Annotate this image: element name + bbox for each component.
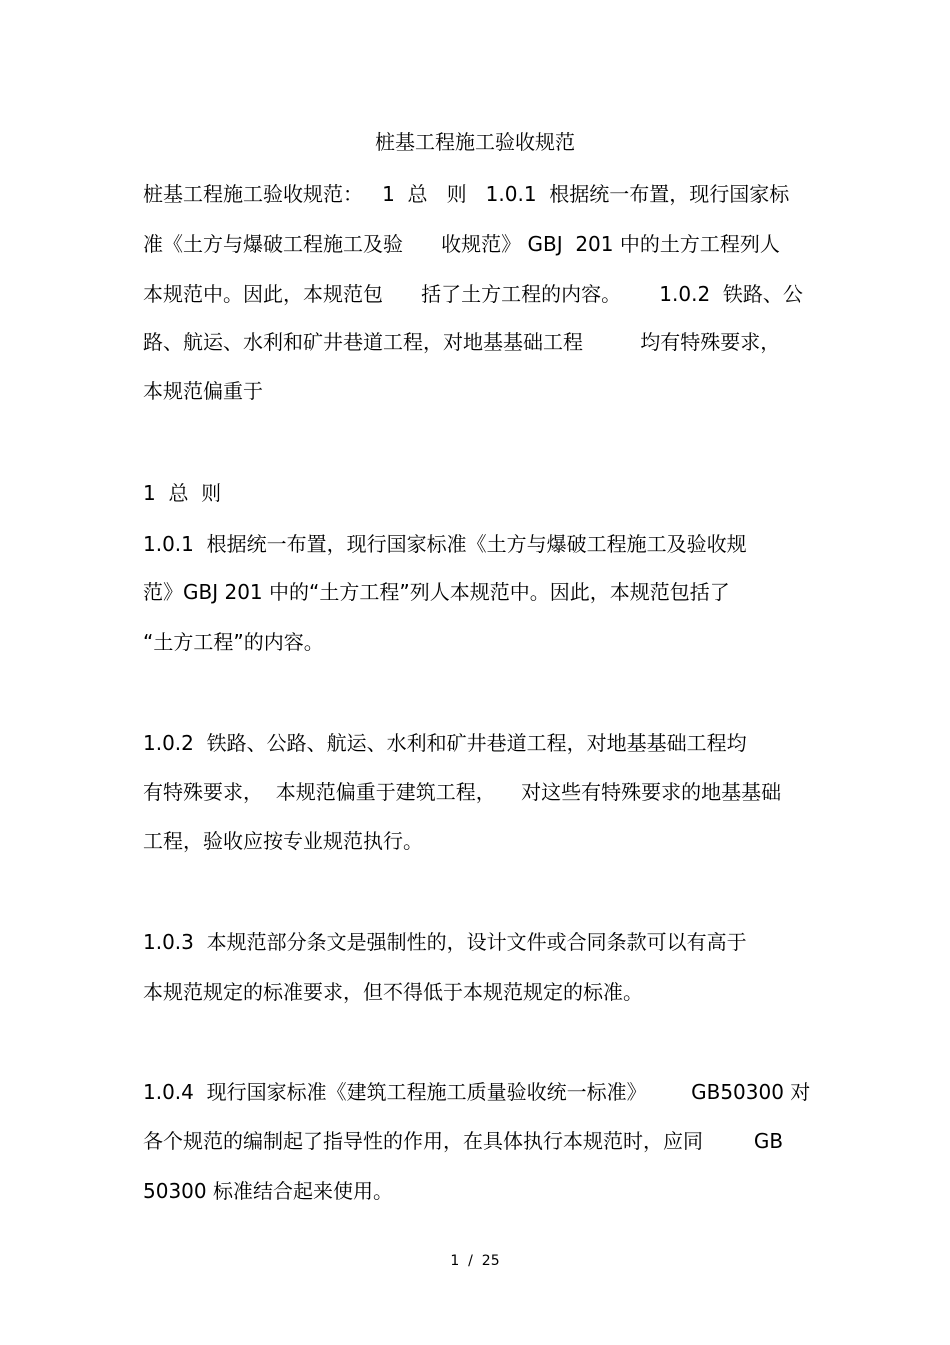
clause-1-0-4-line: 各个规范的编制起了指导性的作用，在具体执行本规范时，应同 GB xyxy=(143,1129,784,1153)
clause-1-0-2-line: 有特殊要求， 本规范偏重于建筑工程， 对这些有特殊要求的地基基础 xyxy=(143,780,782,804)
clause-1-0-1-line: “土方工程”的内容。 xyxy=(143,630,324,654)
clause-1-0-1-line: 范》GBJ 201 中的“土方工程”列人本规范中。因此，本规范包括了 xyxy=(143,580,730,604)
page-indicator: 1 / 25 xyxy=(450,1253,500,1269)
summary-line: 本规范偏重于 xyxy=(143,379,263,403)
summary-line: 桩基工程施工验收规范： 1 总 则 1.0.1 根据统一布置，现行国家标 xyxy=(143,182,790,206)
clause-1-0-1-line: 1.0.1 根据统一布置，现行国家标准《土方与爆破工程施工及验收规 xyxy=(143,532,747,556)
document-title: 桩基工程施工验收规范 xyxy=(375,130,575,154)
clause-1-0-4-line: 50300 标准结合起来使用。 xyxy=(143,1179,393,1203)
clause-1-0-4-line: 1.0.4 现行国家标准《建筑工程施工质量验收统一标准》 GB50300 对 xyxy=(143,1080,811,1104)
section-heading: 1 总 则 xyxy=(143,481,222,505)
clause-1-0-2-line: 工程，验收应按专业规范执行。 xyxy=(143,829,423,853)
summary-line: 准《土方与爆破工程施工及验 收规范》 GBJ 201 中的土方工程列人 xyxy=(143,232,780,256)
clause-1-0-2-line: 1.0.2 铁路、公路、航运、水利和矿井巷道工程，对地基基础工程均 xyxy=(143,731,747,755)
summary-line: 路、航运、水利和矿井巷道工程，对地基基础工程 均有特殊要求， xyxy=(143,330,781,354)
summary-line: 本规范中。因此，本规范包 括了土方工程的内容。 1.0.2 铁路、公 xyxy=(143,282,803,306)
clause-1-0-3-line: 1.0.3 本规范部分条文是强制性的，设计文件或合同条款可以有高于 xyxy=(143,930,747,954)
clause-1-0-3-line: 本规范规定的标准要求，但不得低于本规范规定的标准。 xyxy=(143,980,643,1004)
